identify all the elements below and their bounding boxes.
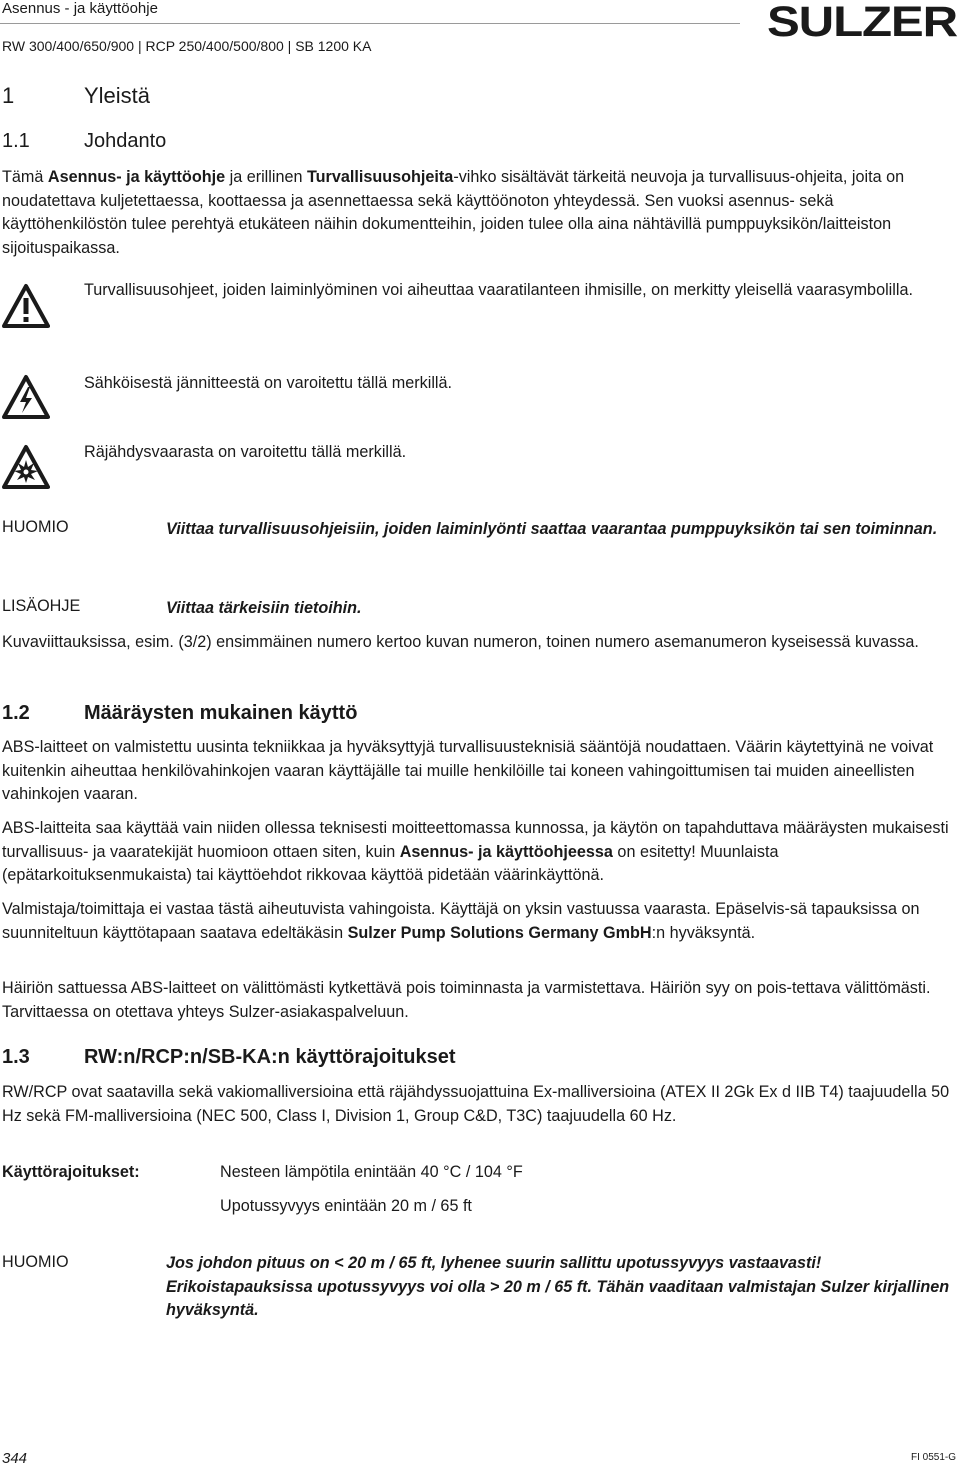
electric-hazard-icon	[2, 374, 50, 420]
section-title: Yleistä	[84, 83, 151, 108]
document-subtitle: RW 300/400/650/900 | RCP 250/400/500/800 | SB 1200 KA	[2, 38, 372, 54]
section-title: RW:n/RCP:n/SB-KA:n käyttörajoitukset	[84, 1046, 456, 1068]
limits-paragraph: RW/RCP ovat saatavilla sekä vakiomalliversioina että räjähdyssuojattuina Ex-malliversioina (ATEX II 2Gk Ex d IIB T4) taajuudella 50 Hz sekä FM-malliversioina (NEC 500, Class I, Division 1, Group C&D, T3C) taajuudella 60 Hz.	[2, 1083, 950, 1125]
page-number: 344	[2, 1450, 28, 1467]
logo-text: SULZER	[767, 2, 958, 40]
section-heading-1-3	[2, 1046, 456, 1069]
section-number: 1.1	[2, 130, 30, 152]
electric-hazard-text: Sähköisestä jännitteestä on varoitettu tällä merkillä.	[84, 374, 453, 392]
document-code: FI 0551-G	[910, 1452, 956, 1463]
section-heading-1-1	[2, 130, 166, 153]
explosion-hazard-text: Räjähdysvaarasta on varoitettu tällä merkillä.	[84, 443, 407, 461]
sulzer-logo	[766, 2, 958, 40]
lisaohje-text: Viittaa tärkeisiin tietoihin.	[166, 599, 362, 617]
lisaohje-label: LISÄOHJE	[2, 597, 81, 615]
limit-depth: Upotussyvyys enintään 20 m / 65 ft	[220, 1197, 472, 1215]
header-divider	[0, 23, 740, 24]
usage-paragraph-4: Häiriön sattuessa ABS-laitteet on välittömästi kytkettävä pois toiminnasta ja varmistettava. Häiriön syy on pois-tettava välittömästi. Tarvittaessa on otettava yhteys Sulzer-asiakaspalveluun.	[2, 979, 931, 1021]
figure-reference-note: Kuvaviittauksissa, esim. (3/2) ensimmäinen numero kertoo kuvan numeron, toinen numero asemanumeron kyseisessä kuvassa.	[2, 633, 919, 651]
huomio-text: Viittaa turvallisuusohjeisiin, joiden laiminlyönti saattaa vaarantaa pumppuyksikön tai sen toiminnan.	[166, 520, 938, 538]
usage-paragraph-2: ABS-laitteita saa käyttää vain niiden ollessa teknisesti moitteettomassa kunnossa, ja käytön on tapahduttava määräysten mukaisesti turvallisuus- ja vaaratekijät huomioon ottaen siten, kuin Asennus- ja käyttöohjeessa on esitetty! Muunlaista (epätarkoituksenmukaista) tai käyttöehdot rikkovaa käyttöä pidetään väärinkäyttönä.	[2, 819, 949, 884]
section-heading-1	[2, 83, 150, 109]
section-heading-1-2	[2, 702, 357, 725]
usage-paragraph-3: Valmistaja/toimittaja ei vastaa tästä aiheutuvista vahingoista. Käyttäjä on yksin vastuussa vaarasta. Epäselvis-sä tapauksissa on suunniteltuun käyttötapaan saatava edeltäkäsin Sulzer Pump Solutions Germany GmbH:n hyväksyntä.	[2, 900, 920, 942]
huomio-label: HUOMIO	[2, 1253, 69, 1271]
huomio-label: HUOMIO	[2, 518, 69, 536]
huomio-cable-text: Jos johdon pituus on < 20 m / 65 ft, lyhenee suurin sallittu upotussyvyys vastaavasti! Erikoistapauksissa upotussyvyys voi olla > 20 m / 65 ft. Tähän vaaditaan valmistajan Sulzer kirjallinen hyväksyntä.	[166, 1254, 950, 1319]
general-warning-text: Turvallisuusohjeet, joiden laiminlyöminen voi aiheuttaa vaaratilanteen ihmisille, on merkitty yleisellä vaarasymbolilla.	[84, 281, 913, 299]
section-title: Johdanto	[84, 130, 167, 152]
general-warning-icon	[2, 283, 50, 329]
explosion-hazard-icon	[2, 444, 50, 490]
intro-paragraph: Tämä Asennus- ja käyttöohje ja erillinen Turvallisuusohjeita-vihko sisältävät tärkeitä neuvoja ja turvallisuus-ohjeita, joita on noudatettava kuljetettaessa, koottaessa ja asennettaessa sekä käyttöönoton yhteydessä. Sen vuoksi asennus- sekä käyttöhenkilöstön tulee perehtyä etukäteen näihin dokumentteihin, joiden tulee olla aina nähtävillä pumppuyksikön/laitteiston sijoituspaikassa.	[2, 168, 905, 257]
usage-paragraph-1: ABS-laitteet on valmistettu uusinta tekniikkaa ja hyväksyttyjä turvallisuusteknisiä sääntöjä noudattaen. Väärin käytettyinä ne voivat kuitenkin aiheuttaa henkilövahinkojen vaaran käyttäjälle tai muille henkilöille tai koneen vahingoittumisen tai muiden aineellisten vahinkojen vaaran.	[2, 738, 934, 803]
limit-temperature: Nesteen lämpötila enintään 40 °C / 104 °F	[220, 1163, 523, 1181]
section-title: Määräysten mukainen käyttö	[84, 702, 358, 724]
limits-label: Käyttörajoitukset:	[2, 1163, 140, 1181]
section-number: 1.2	[2, 702, 30, 724]
section-number: 1.3	[2, 1046, 30, 1068]
section-number: 1	[2, 83, 15, 108]
document-title: Asennus - ja käyttöohje	[2, 0, 158, 17]
